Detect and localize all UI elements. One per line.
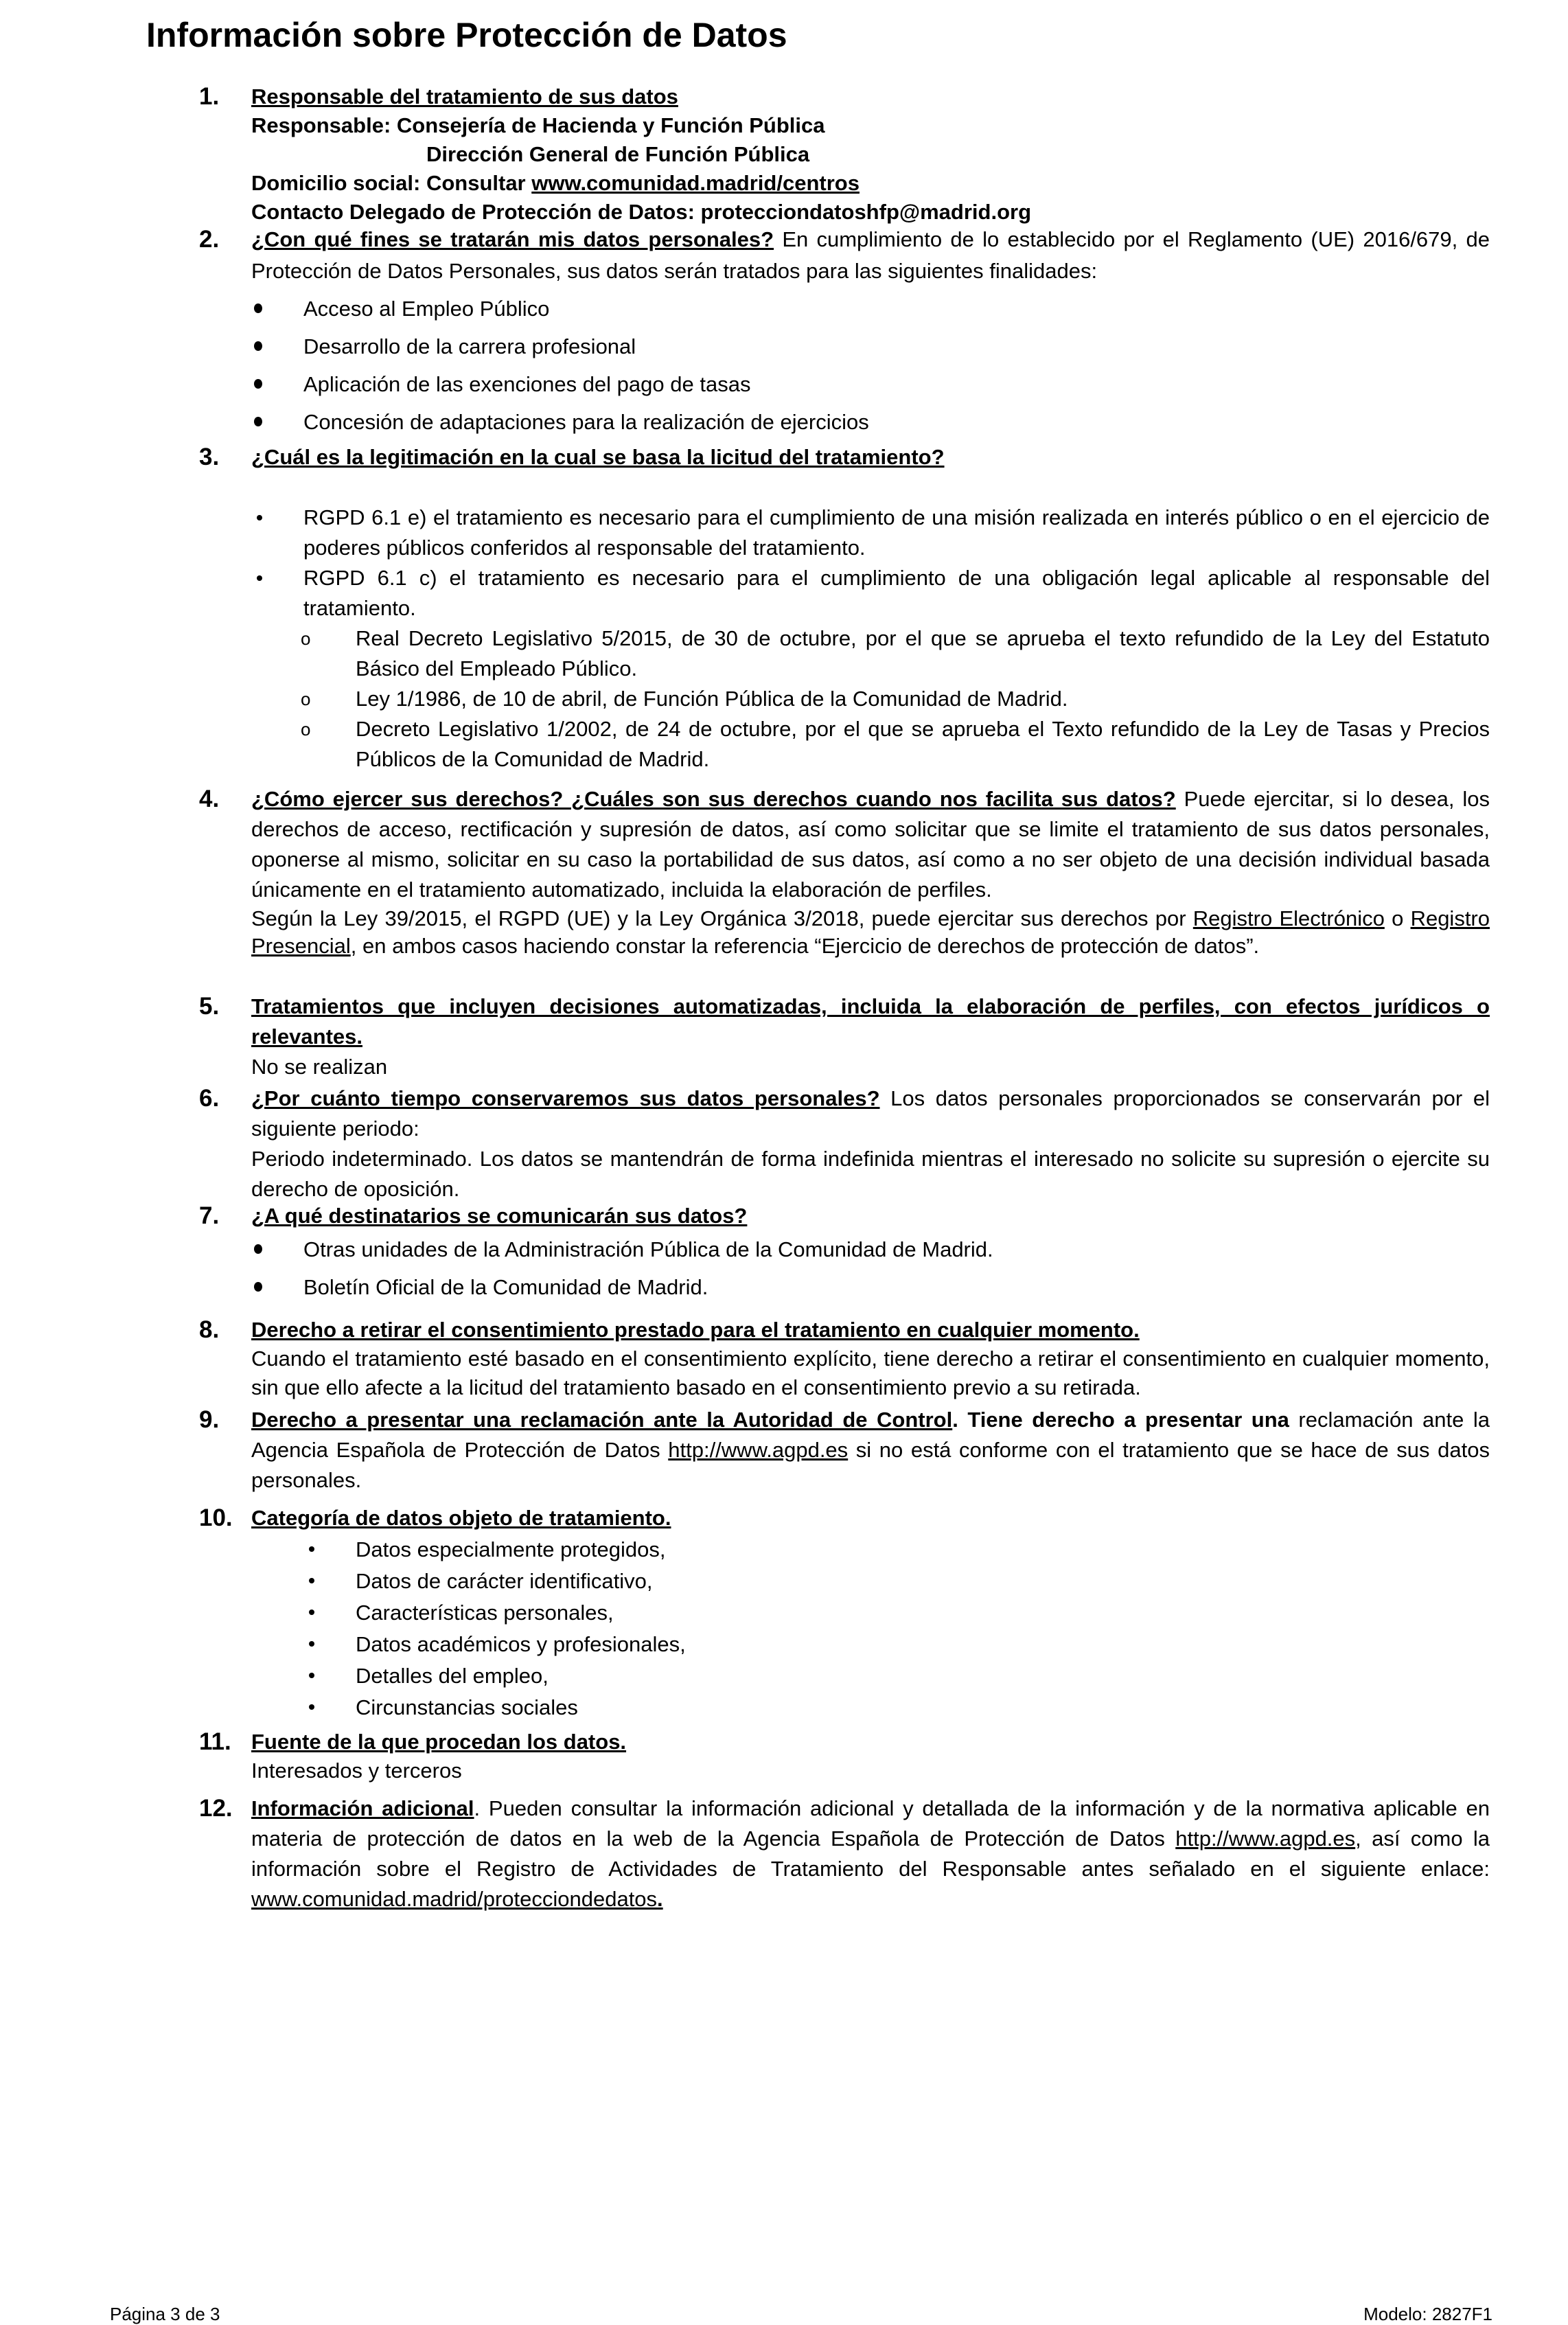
sub-list-item: o Decreto Legislativo 1/2002, de 24 de octubre, por el que se aprueba el Texto refundido de la Ley de Tasas y Precios Públicos de la Comunidad de Madrid. (251, 714, 1490, 775)
rights-text: Según la Ley 39/2015, el RGPD (UE) y la Ley Orgánica 3/2018, puede ejercitar sus derechos por (251, 906, 1193, 930)
connector-text: o (1384, 906, 1411, 930)
section-number: 2. (199, 226, 220, 253)
section-heading: Derecho a retirar el consentimiento prestado para el tratamiento en cualquier momento. (251, 1318, 1140, 1342)
rights-text-end: , en ambos casos haciendo constar la referencia “Ejercicio de derechos de protección de datos”. (350, 934, 1260, 958)
responsable-line: Responsable: Consejería de Hacienda y Función Pública (251, 113, 825, 137)
agpd-link[interactable]: http://www.agpd.es (1175, 1826, 1356, 1851)
list-item: Circunstancias sociales (303, 1692, 1490, 1723)
section-text-2: Periodo indeterminado. Los datos se mantendrán de forma indefinida mientras el interesado no solicite su supresión o ejercite su derecho de oposición. (251, 1147, 1490, 1201)
section-text-end: si no está conforme con el tratamiento que se hace de sus datos personales. (251, 1438, 1490, 1492)
list-item: Desarrollo de la carrera profesional (251, 328, 1490, 365)
section-text: En cumplimiento de lo establecido por el Reglamento (UE) 2016/679, de Protección de Datos Personales, sus datos serán tratados para las siguientes finalidades: (251, 227, 1490, 283)
section-number: 1. (199, 83, 220, 110)
section-number: 6. (199, 1085, 220, 1112)
section-heading: Tratamientos que incluyen decisiones automatizadas, incluida la elaboración de perfiles, con efectos jurídicos o relevantes. (251, 994, 1490, 1049)
list-item: Aplicación de las exenciones del pago de tasas (251, 365, 1490, 403)
list-item: Concesión de adaptaciones para la realización de ejercicios (251, 403, 1490, 441)
list-item: Datos académicos y profesionales, (303, 1629, 1490, 1660)
section-number: 12. (199, 1795, 233, 1822)
section-heading: ¿Por cuánto tiempo conservaremos sus datos personales? (251, 1086, 880, 1110)
section-5 (199, 992, 1490, 1082)
section-text: . Pueden consultar la información adicional y detallada de la información y de la normativa aplicable en materia de protección de datos en la web de la Agencia Española de Protección de Datos (251, 1796, 1490, 1851)
section-number: 9. (199, 1406, 220, 1433)
section-10 (199, 1502, 1490, 1723)
section-text-mid: , así como la información sobre el Registro de Actividades de Tratamiento del Responsable antes señalado en el siguiente enlace: (251, 1826, 1490, 1881)
list-item: RGPD 6.1 e) el tratamiento es necesario para el cumplimiento de una misión realizada en interés público o en el ejercicio de poderes públicos conferidos al responsable del tratamiento. (251, 503, 1490, 563)
section-heading: Categoría de datos objeto de tratamiento. (251, 1506, 671, 1530)
section-number: 7. (199, 1202, 220, 1229)
registro-presencial-link[interactable]: Registro Presencial (251, 906, 1490, 958)
section-text: reclamación ante la Agencia Española de Protección de Datos (251, 1408, 1490, 1462)
list-item: Características personales, (303, 1597, 1490, 1629)
section-heading: ¿A qué destinatarios se comunicarán sus datos? (251, 1204, 748, 1228)
section-text: Interesados y terceros (251, 1759, 462, 1783)
section-8 (199, 1316, 1490, 1402)
direccion-line: Dirección General de Función Pública (426, 142, 810, 166)
section-6 (199, 1084, 1490, 1204)
section-text: Puede ejercitar, si lo desea, los derechos de acceso, rectificación y supresión de datos, así como solicitar que se limite el tratamiento de sus datos personales, oponerse al mismo, solicitar en su caso la portabilidad de sus datos, así como a no ser objeto de una decisión individual basada únicamente en el tratamiento automatizado, incluida la elaboración de perfiles. (251, 787, 1490, 902)
section-3 (199, 442, 1490, 775)
page-title: Información sobre Protección de Datos (146, 16, 787, 54)
section-9 (199, 1405, 1490, 1496)
section-11 (199, 1728, 1490, 1785)
section-heading: Información adicional (251, 1796, 474, 1820)
section-heading: Responsable del tratamiento de sus datos (251, 84, 678, 108)
section-2 (199, 224, 1490, 441)
proteccion-datos-link[interactable]: www.comunidad.madrid/protecciondedatos (251, 1887, 658, 1911)
list-item: Boletín Oficial de la Comunidad de Madrid. (251, 1268, 1490, 1306)
section-number: 11. (199, 1728, 231, 1755)
section-7 (199, 1202, 1490, 1306)
section-text: No se realizan (251, 1055, 388, 1079)
centros-link[interactable]: www.comunidad.madrid/centros (531, 171, 860, 195)
agpd-link[interactable]: http://www.agpd.es (668, 1438, 849, 1462)
section-number: 10. (199, 1504, 233, 1531)
sub-list-item: o Real Decreto Legislativo 5/2015, de 30 de octubre, por el que se aprueba el texto refundido de la Ley del Estatuto Básico del Empleado Público. (251, 623, 1490, 684)
section-heading: ¿Cómo ejercer sus derechos? ¿Cuáles son sus derechos cuando nos facilita sus datos? (251, 787, 1176, 811)
section-number: 5. (199, 993, 220, 1020)
section-text: Cuando el tratamiento esté basado en el consentimiento explícito, tiene derecho a retirar el consentimiento en cualquier momento, sin que ello afecte a la licitud del tratamiento basado en el consentimiento previo a su retirada. (251, 1347, 1490, 1399)
list-item: Acceso al Empleo Público (251, 290, 1490, 328)
section-heading: ¿Cuál es la legitimación en la cual se basa la licitud del tratamiento? (251, 445, 945, 469)
section-number: 3. (199, 444, 220, 470)
domicilio-label: Domicilio social: Consultar (251, 171, 532, 195)
section-heading: Derecho a presentar una reclamación ante la Autoridad de Control (251, 1408, 953, 1432)
list-item: Datos especialmente protegidos, (303, 1534, 1490, 1566)
section-4 (199, 784, 1490, 960)
section-heading: Fuente de la que procedan los datos. (251, 1730, 627, 1754)
section-heading: ¿Con qué fines se tratarán mis datos personales? (251, 227, 774, 251)
page-number: Página 3 de 3 (110, 2304, 220, 2324)
section-12 (199, 1794, 1490, 1914)
list-item: Datos de carácter identificativo, (303, 1566, 1490, 1597)
list-item: Detalles del empleo, (303, 1660, 1490, 1692)
section-number: 4. (199, 786, 220, 812)
list-item: Otras unidades de la Administración Pública de la Comunidad de Madrid. (251, 1230, 1490, 1268)
section-number: 8. (199, 1316, 220, 1343)
sub-list-item: o Ley 1/1986, de 10 de abril, de Función Pública de la Comunidad de Madrid. (251, 684, 1490, 714)
list-item: RGPD 6.1 c) el tratamiento es necesario para el cumplimiento de una obligación legal aplicable al responsable del tratamiento. (251, 563, 1490, 623)
section-text: Los datos personales proporcionados se conservarán por el siguiente periodo: (251, 1086, 1490, 1141)
model-number: Modelo: 2827F1 (1363, 2304, 1492, 2324)
section-1 (199, 82, 1490, 227)
contacto-line: Contacto Delegado de Protección de Datos: protecciondatoshfp@madrid.org (251, 200, 1032, 224)
bold-text: . Tiene derecho a presentar una (952, 1408, 1289, 1432)
registro-electronico-link[interactable]: Registro Electrónico (1192, 906, 1385, 930)
period: . (657, 1887, 663, 1911)
